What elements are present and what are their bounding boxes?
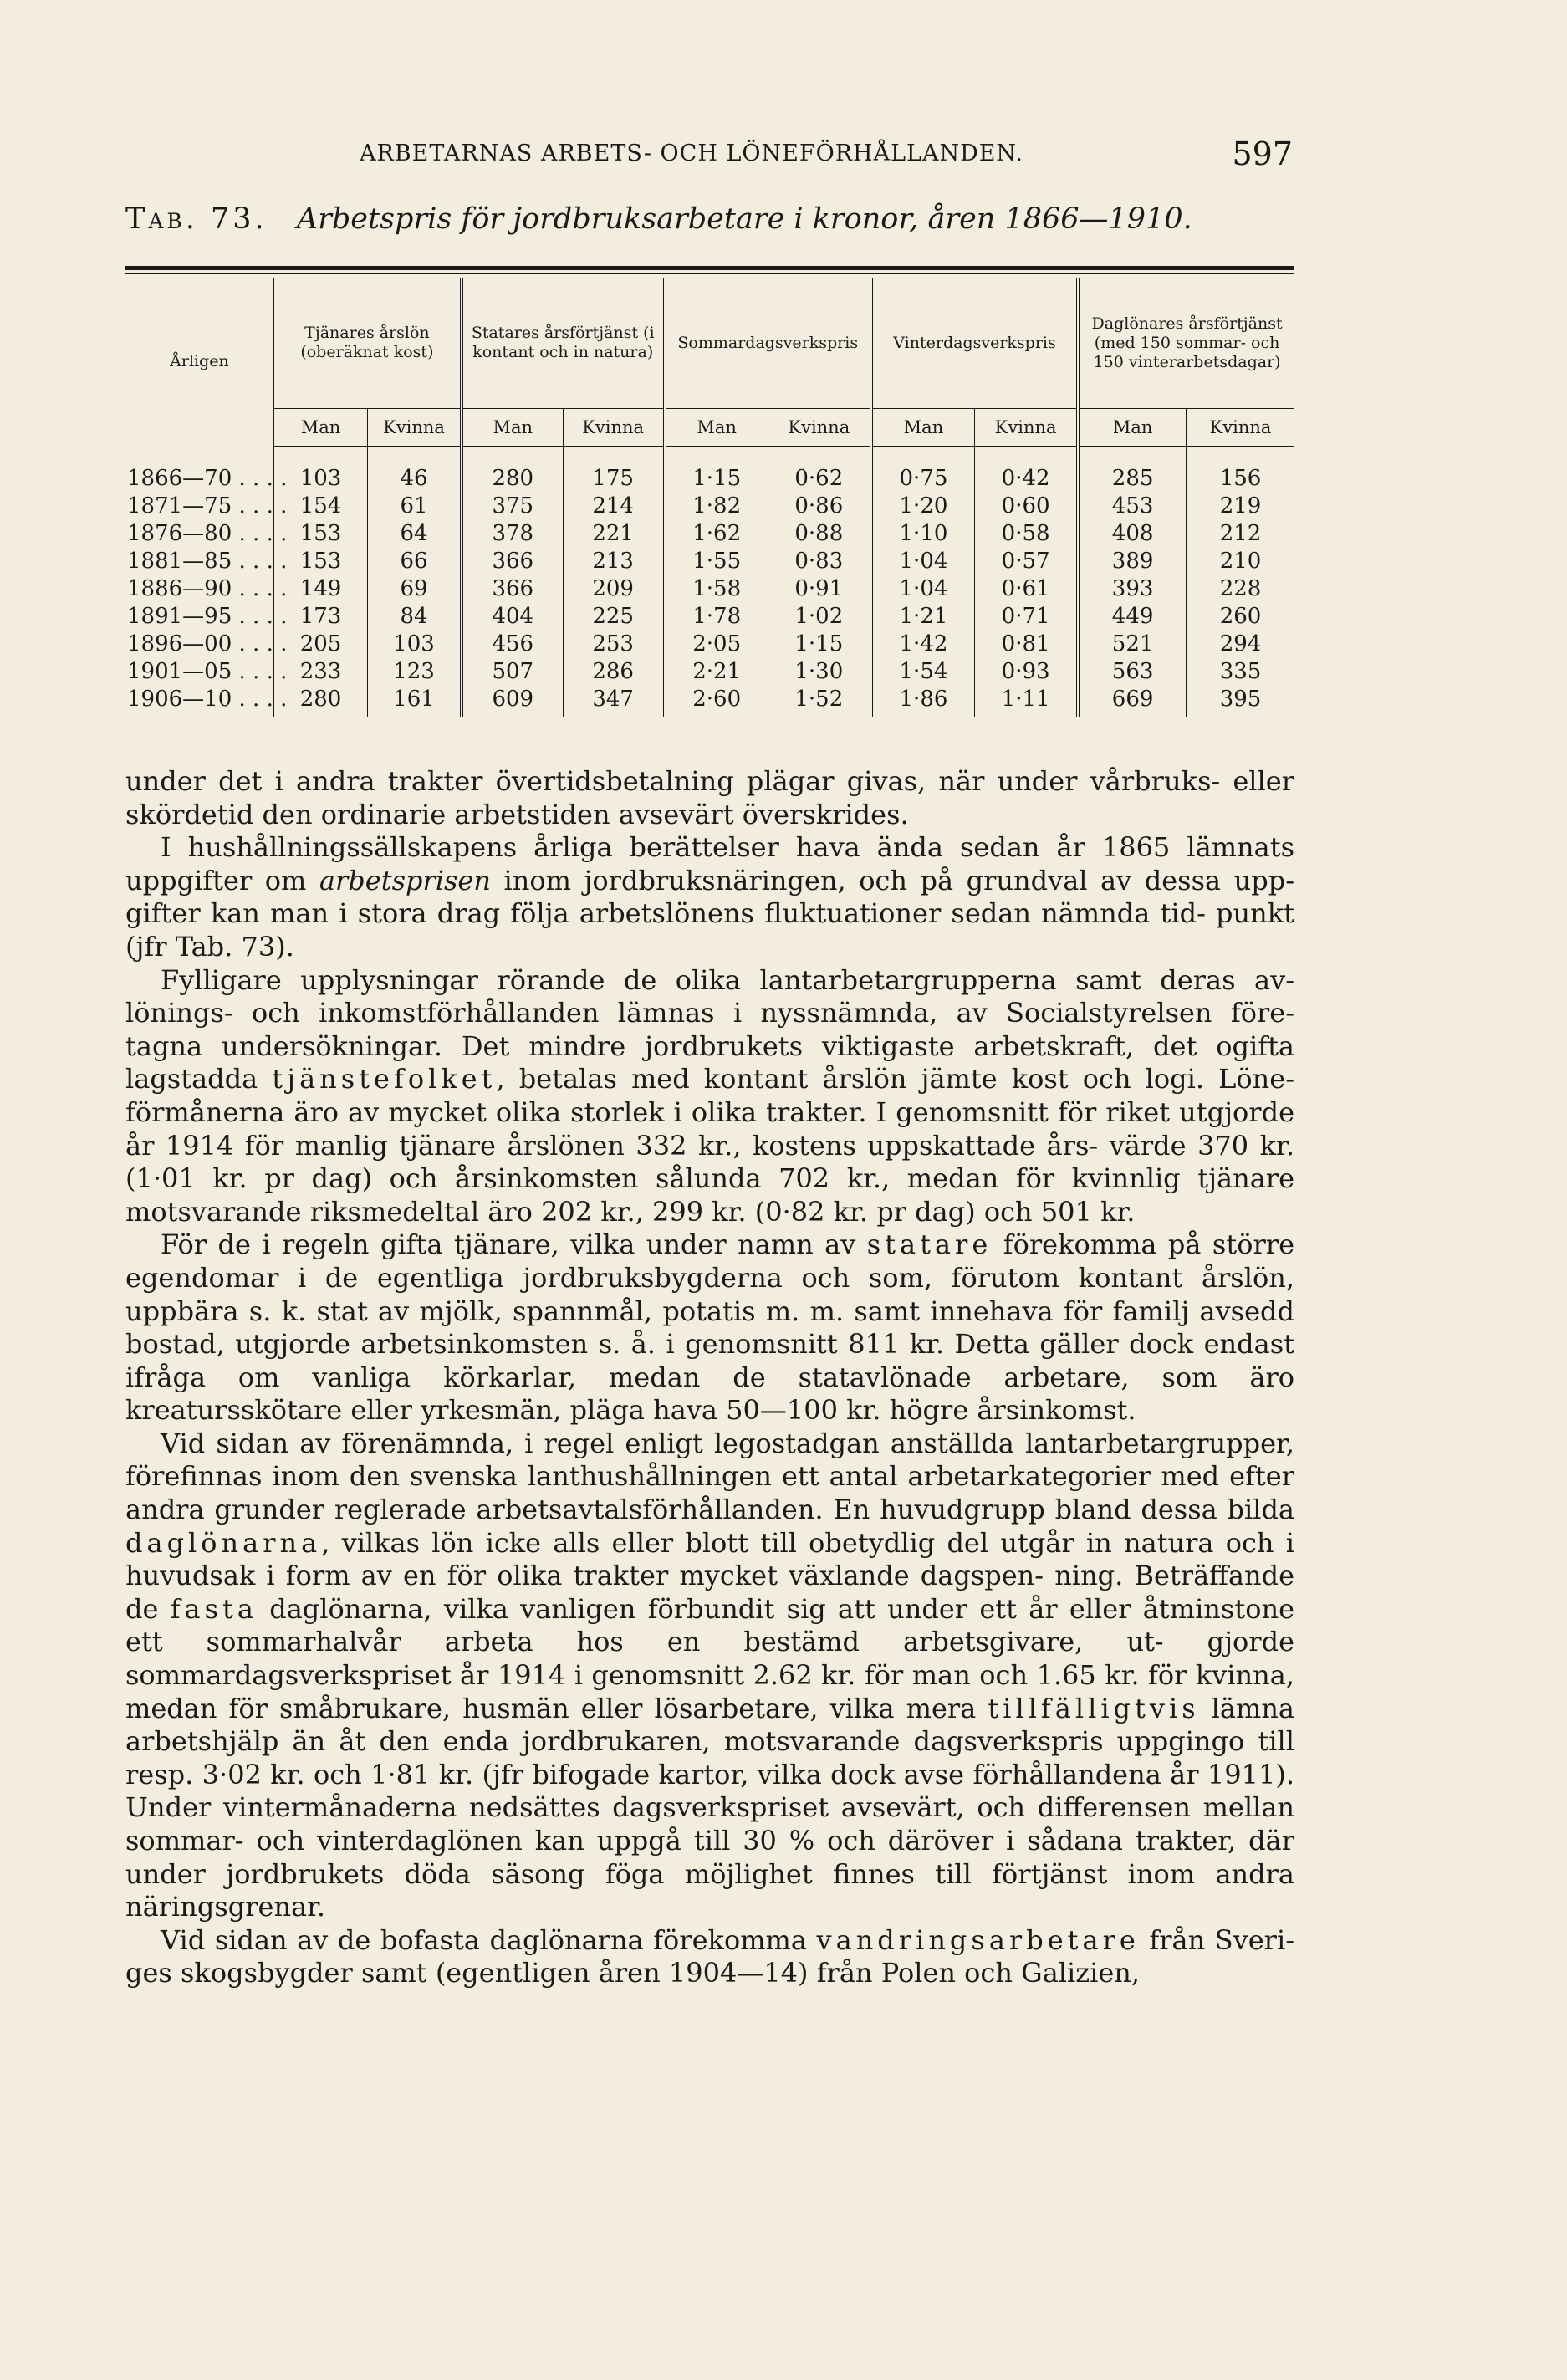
value-cell: 449 — [1078, 603, 1186, 631]
period-cell: 1876—80 . . . . — [127, 521, 288, 546]
paragraph-2: I hushållningssällskapens årliga berättelser hava ända sedan år 1865 lämnats uppgifter om arbetsprisen inom jordbruksnäringen, och på grundval av dessa upp- gifter kan man i stora drag följa arbetslönens fluktuationer sedan nämnda tid- punkt (jfr Tab. 73). — [125, 831, 1294, 963]
value-cell: 1·86 — [871, 686, 975, 717]
emphasis-vandringsarbetare: vandringsarbetare — [816, 1923, 1140, 1956]
table-row — [125, 548, 1294, 575]
value-cell: 453 — [1078, 493, 1186, 520]
subheader-man: Man — [273, 409, 367, 447]
table-row — [125, 520, 1294, 548]
value-cell: 408 — [1078, 520, 1186, 548]
value-cell: 347 — [563, 686, 664, 717]
value-cell: 153 — [273, 548, 367, 575]
paragraph-5: Vid sidan av förenämnda, i regel enligt legostadgan anställda lantarbetargrupper, förefinnas inom den svenska lanthushållningen ett antal arbetarkategorier med efter andra grunder reglerade arbetsavtalsförhållanden. En huvudgrupp bland dessa bilda daglönarna, vilkas lön icke alls eller blott till obetydlig del utgår in natura och i huvudsak i form av en för olika trakter mycket växlande dagspen- ning. Beträffande de fasta daglönarna, vilka vanligen förbundit sig att under ett år eller åtminstone ett sommarhalvår arbeta hos en bestämd arbetsgivare, ut- gjorde sommardagsverkspriset år 1914 i genomsnitt 2.62 kr. för man och 1.65 kr. för kvinna, medan för småbrukare, husmän eller lösarbetare, vilka mera tillfälligtvis lämna arbetshjälp än åt den enda jordbrukaren, motsvarande dagsverkspris uppgingo till resp. 3·02 kr. och 1·81 kr. (jfr bifogade kartor, vilka dock avse förhållandena år 1911). Under vintermånaderna nedsättes dagsverkspriset avsevärt, och differensen mellan sommar- och vinterdaglönen kan uppgå till 30 % och däröver i sådana trakter, där under jordbrukets döda säsong föga möjlighet finnes till förtjänst inom andra näringsgrenar. — [125, 1427, 1295, 1923]
value-cell: 286 — [563, 658, 664, 686]
value-cell: 393 — [1078, 575, 1186, 603]
value-cell: 233 — [273, 658, 367, 686]
table-spacer-row — [125, 447, 1294, 466]
value-cell: 563 — [1078, 658, 1186, 686]
emphasis-tjanstefolket: tjänstefolket — [272, 1063, 497, 1096]
value-cell: 1·42 — [871, 631, 975, 658]
table-caption — [125, 202, 1293, 236]
paragraph-3: Fylligare upplysningar rörande de olika lantarbetargrupperna samt deras av- lönings- och inkomstförhållanden lämnas i nyssnämnda, av Socialstyrelsen före- tagna undersökningar. Det mindre jordbrukets viktigaste arbetskraft, det ogifta lagstadda tjänstefolket, betalas med kontant årslön jämte kost och logi. Löne- förmånerna äro av mycket olika storlek i olika trakter. I genomsnitt för riket utgjorde år 1914 för manlig tjänare årslönen 332 kr., kostens uppskattade års- värde 370 kr. (1·01 kr. pr dag) och årsinkomsten sålunda 702 kr., medan för kvinnlig tjänare motsvarande riksmedeltal äro 202 kr., 299 kr. (0·82 kr. pr dag) och 501 kr. — [125, 963, 1295, 1228]
subheader-kvinna: Kvinna — [768, 409, 871, 447]
value-cell: 66 — [368, 548, 462, 575]
value-cell: 260 — [1187, 603, 1294, 631]
value-cell: 0·60 — [975, 493, 1079, 520]
table-top-rule-thin — [125, 273, 1294, 274]
period-cell: 1901—05 . . . . — [127, 659, 288, 684]
value-cell: 213 — [563, 548, 664, 575]
value-cell: 294 — [1187, 631, 1294, 658]
group-header-servants: Tjänares årslön (oberäknat kost) — [273, 278, 461, 409]
value-cell: 0·88 — [768, 520, 871, 548]
value-cell: 1·58 — [665, 575, 768, 603]
value-cell: 149 — [273, 575, 367, 603]
table-row — [125, 465, 1294, 493]
period-cell: 1881—85 . . . . — [127, 549, 288, 574]
value-cell: 253 — [563, 631, 664, 658]
value-cell: 210 — [1187, 548, 1294, 575]
value-cell: 280 — [273, 686, 367, 717]
value-cell: 1·82 — [665, 493, 768, 520]
value-cell: 507 — [462, 658, 563, 686]
value-cell: 225 — [563, 603, 664, 631]
value-cell: 378 — [462, 520, 563, 548]
value-cell: 335 — [1187, 658, 1294, 686]
value-cell: 103 — [273, 465, 367, 493]
value-cell: 228 — [1187, 575, 1294, 603]
value-cell: 209 — [563, 575, 664, 603]
table-top-rule — [125, 266, 1294, 270]
value-cell: 221 — [563, 520, 664, 548]
value-cell: 0·58 — [975, 520, 1079, 548]
table-title: Arbetspris för jordbruksarbetare i kronor, åren 1866—1910. — [296, 202, 1192, 236]
value-cell: 1·11 — [975, 686, 1079, 717]
year-column-header: Årligen — [170, 352, 229, 371]
emphasis-daglonarna: daglönarna — [125, 1526, 322, 1559]
value-cell: 609 — [462, 686, 563, 717]
value-cell: 103 — [368, 631, 462, 658]
value-cell: 175 — [563, 465, 664, 493]
value-cell: 61 — [368, 493, 462, 520]
value-cell: 0·75 — [871, 465, 975, 493]
emphasis-tillfalligtvis: tillfälligtvis — [988, 1692, 1200, 1724]
table-label: Tab. 73. — [125, 202, 268, 236]
value-cell: 0·62 — [768, 465, 871, 493]
value-cell: 1·20 — [871, 493, 975, 520]
value-cell: 212 — [1187, 520, 1294, 548]
value-cell: 2·21 — [665, 658, 768, 686]
value-cell: 0·57 — [975, 548, 1079, 575]
value-cell: 161 — [368, 686, 462, 717]
subheader-man: Man — [665, 409, 768, 447]
value-cell: 1·02 — [768, 603, 871, 631]
value-cell: 219 — [1187, 493, 1294, 520]
body-text — [125, 765, 1294, 1990]
period-cell: 1886—90 . . . . — [127, 576, 288, 601]
table-header-row — [125, 278, 1294, 409]
table-row — [125, 658, 1294, 686]
table-row — [125, 575, 1294, 603]
subheader-man: Man — [462, 409, 563, 447]
value-cell: 404 — [462, 603, 563, 631]
period-cell: 1906—10 . . . . — [127, 687, 288, 712]
value-cell: 389 — [1078, 548, 1186, 575]
paragraph-4: För de i regeln gifta tjänare, vilka under namn av statare förekomma på större egendomar i de egentliga jordbruksbygderna och som, förutom kontant årslön, uppbära s. k. stat av mjölk, spannmål, potatis m. m. samt innehava för familj avsedd bostad, utgjorde arbetsinkomsten s. å. i genomsnitt 811 kr. Detta gäller dock endast ifråga om vanliga körkarlar, medan de statavlönade arbetare, som äro kreatursskötare eller yrkesmän, pläga hava 50—100 kr. högre årsinkomst. — [125, 1228, 1294, 1427]
value-cell: 205 — [273, 631, 367, 658]
subheader-kvinna: Kvinna — [975, 409, 1079, 447]
period-cell: 1896—00 . . . . — [127, 631, 288, 656]
subheader-kvinna: Kvinna — [1187, 409, 1294, 447]
period-cell: 1891—95 . . . . — [127, 604, 288, 629]
value-cell: 0·91 — [768, 575, 871, 603]
value-cell: 1·78 — [665, 603, 768, 631]
paragraph-1: under det i andra trakter övertidsbetalning plägar givas, när under vårbruks- eller skördetid den ordinarie arbetstiden avsevärt överskrides. — [125, 765, 1294, 830]
value-cell: 84 — [368, 603, 462, 631]
subheader-man: Man — [1078, 409, 1186, 447]
value-cell: 1·04 — [871, 575, 975, 603]
table-body — [125, 465, 1294, 717]
value-cell: 669 — [1078, 686, 1186, 717]
value-cell: 1·15 — [768, 631, 871, 658]
value-cell: 1·21 — [871, 603, 975, 631]
value-cell: 0·71 — [975, 603, 1079, 631]
value-cell: 375 — [462, 493, 563, 520]
group-header-winter-day: Vinterdagsverkspris — [871, 278, 1078, 409]
wage-table — [125, 278, 1294, 717]
period-cell: 1866—70 . . . . — [127, 466, 288, 491]
value-cell: 0·86 — [768, 493, 871, 520]
table-row — [125, 631, 1294, 658]
value-cell: 46 — [368, 465, 462, 493]
value-cell: 1·10 — [871, 520, 975, 548]
value-cell: 64 — [368, 520, 462, 548]
running-head — [125, 135, 1293, 174]
value-cell: 1·52 — [768, 686, 871, 717]
running-title: ARBETARNAS ARBETS- OCH LÖNEFÖRHÅLLANDEN. — [360, 140, 1023, 166]
value-cell: 154 — [273, 493, 367, 520]
value-cell: 0·93 — [975, 658, 1079, 686]
period-cell: 1871—75 . . . . — [127, 493, 288, 518]
value-cell: 521 — [1078, 631, 1186, 658]
value-cell: 1·15 — [665, 465, 768, 493]
value-cell: 0·61 — [975, 575, 1079, 603]
value-cell: 366 — [462, 548, 563, 575]
page-number: 597 — [1232, 135, 1293, 172]
value-cell: 0·83 — [768, 548, 871, 575]
table-row — [125, 603, 1294, 631]
subheader-kvinna: Kvinna — [368, 409, 462, 447]
value-cell: 1·30 — [768, 658, 871, 686]
group-header-statare: Statares årsförtjänst (i kontant och in natura) — [462, 278, 665, 409]
value-cell: 156 — [1187, 465, 1294, 493]
table-subheader-row — [125, 409, 1294, 447]
paragraph-6: Vid sidan av de bofasta daglönarna förekomma vandringsarbetare från Sveri- ges skogsbygder samt (egentligen åren 1904—14) från Polen och Galizien, — [125, 1923, 1295, 1989]
value-cell: 2·60 — [665, 686, 768, 717]
value-cell: 153 — [273, 520, 367, 548]
value-cell: 280 — [462, 465, 563, 493]
value-cell: 123 — [368, 658, 462, 686]
group-header-day-laborers: Daglönares årsförtjänst (med 150 sommar- och 150 vinterarbetsdagar) — [1078, 278, 1294, 409]
value-cell: 456 — [462, 631, 563, 658]
table-row — [125, 493, 1294, 520]
value-cell: 1·54 — [871, 658, 975, 686]
value-cell: 2·05 — [665, 631, 768, 658]
value-cell: 1·55 — [665, 548, 768, 575]
table-row — [125, 686, 1294, 717]
value-cell: 0·42 — [975, 465, 1079, 493]
subheader-kvinna: Kvinna — [563, 409, 664, 447]
value-cell: 366 — [462, 575, 563, 603]
value-cell: 214 — [563, 493, 664, 520]
value-cell: 1·04 — [871, 548, 975, 575]
emphasis-arbetsprisen: arbetsprisen — [319, 864, 491, 896]
value-cell: 395 — [1187, 686, 1294, 717]
value-cell: 173 — [273, 603, 367, 631]
value-cell: 1·62 — [665, 520, 768, 548]
subheader-man: Man — [871, 409, 975, 447]
group-header-summer-day: Sommardagsverkspris — [665, 278, 871, 409]
value-cell: 285 — [1078, 465, 1186, 493]
value-cell: 69 — [368, 575, 462, 603]
emphasis-fasta: fasta — [170, 1592, 258, 1625]
value-cell: 0·81 — [975, 631, 1079, 658]
emphasis-statare: statare — [866, 1228, 993, 1261]
